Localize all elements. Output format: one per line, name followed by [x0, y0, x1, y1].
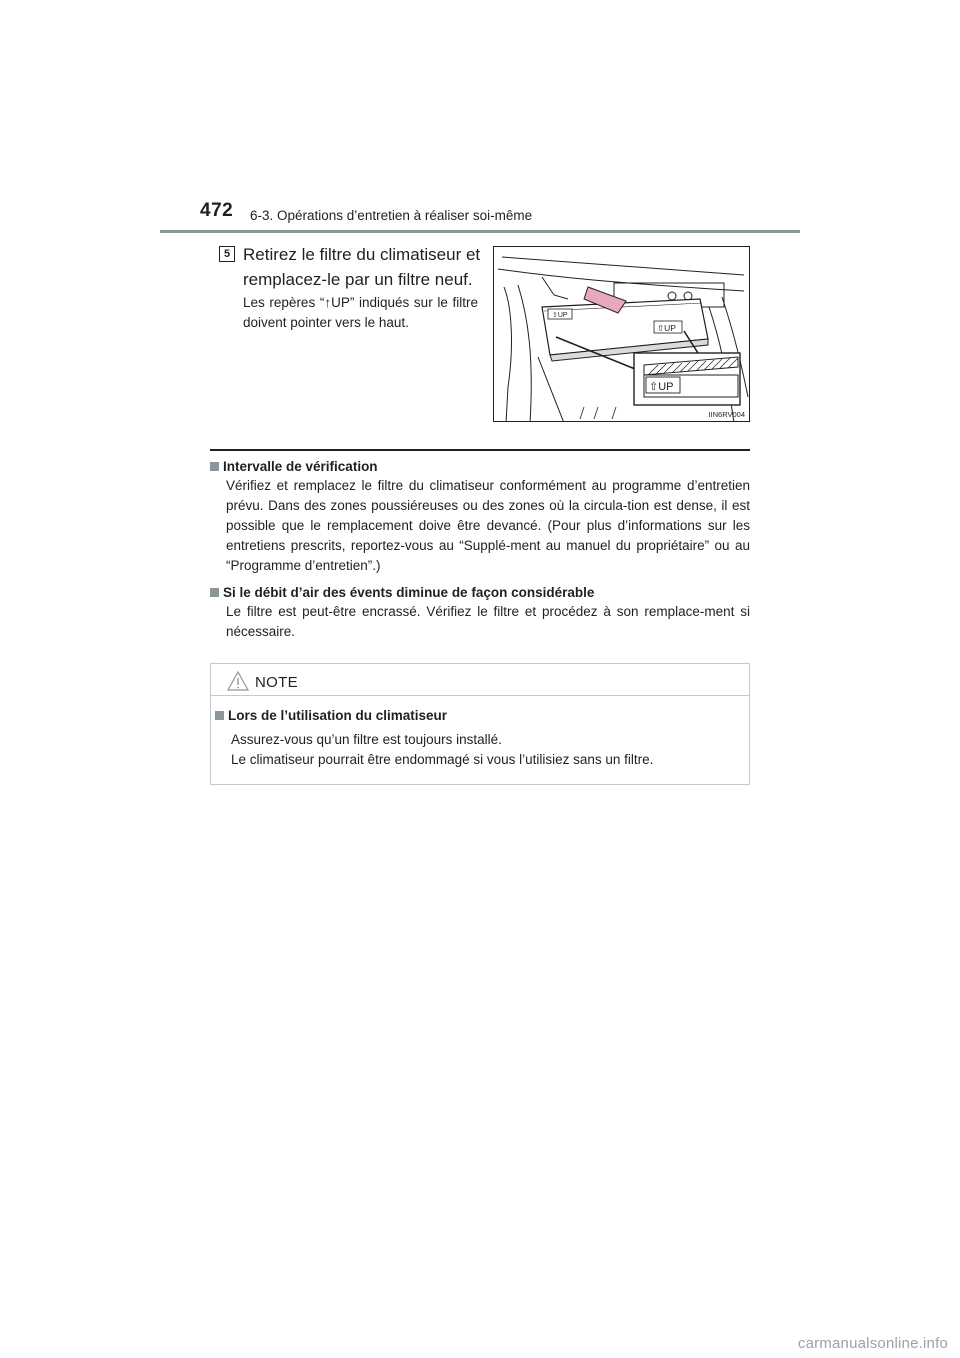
page-number: 472 [200, 200, 234, 221]
bullet-square-icon [210, 588, 219, 597]
header-rule [160, 230, 800, 233]
note-title: NOTE [255, 674, 298, 691]
svg-text:⇧UP: ⇧UP [552, 312, 568, 319]
info-heading-text: Si le débit d’air des évents diminue de façon considérable [223, 585, 595, 600]
warning-triangle-icon [227, 671, 249, 691]
info-heading [210, 458, 750, 476]
section-divider [210, 449, 750, 451]
info-section-interval [210, 458, 750, 576]
step-number-badge: 5 [219, 246, 235, 262]
info-body: Le filtre est peut-être encrassé. Vérifiez le filtre et procédez à son remplace-ment si nécessaire. [226, 604, 750, 639]
info-heading [210, 584, 750, 602]
bullet-square-icon [210, 462, 219, 471]
watermark: carmanualsonline.info [797, 1335, 948, 1352]
figure-code: IIN6RV004 [708, 410, 745, 419]
step-instruction: Retirez le filtre du climatiseur et remplacez-le par un filtre neuf. [243, 245, 481, 289]
step-note: Les repères “↑UP” indiqués sur le filtre doivent pointer vers le haut. [243, 295, 478, 330]
note-heading [215, 708, 447, 723]
note-box [210, 663, 750, 785]
section-title: 6-3. Opérations d’entretien à réaliser soi-même [250, 208, 533, 223]
filter-illustration [493, 246, 750, 422]
info-section-airflow [210, 584, 750, 642]
svg-text:⇧UP: ⇧UP [649, 381, 674, 393]
bullet-square-icon [215, 711, 224, 720]
note-line: Le climatiseur pourrait être endommagé si vous l’utilisiez sans un filtre. [231, 752, 654, 767]
info-heading-text: Intervalle de vérification [223, 459, 378, 474]
note-line: Assurez-vous qu’un filtre est toujours installé. [231, 732, 502, 747]
note-heading-text: Lors de l’utilisation du climatiseur [228, 708, 448, 723]
info-body: Vérifiez et remplacez le filtre du climatiseur conformément au programme d’entretien prévu. Dans des zones poussiéreuses ou des zones où la circula-tion est dense, il est possible que le remplacement doive être devancé. (Pour plus d’informations sur les entretiens prescrits, reportez-vous au “Supplé-ment au manuel du propriétaire” ou au “Programme d’entretien”.) [226, 478, 750, 573]
svg-text:⇧UP: ⇧UP [657, 323, 676, 333]
filter-drawing [494, 247, 750, 422]
note-header [211, 664, 749, 696]
